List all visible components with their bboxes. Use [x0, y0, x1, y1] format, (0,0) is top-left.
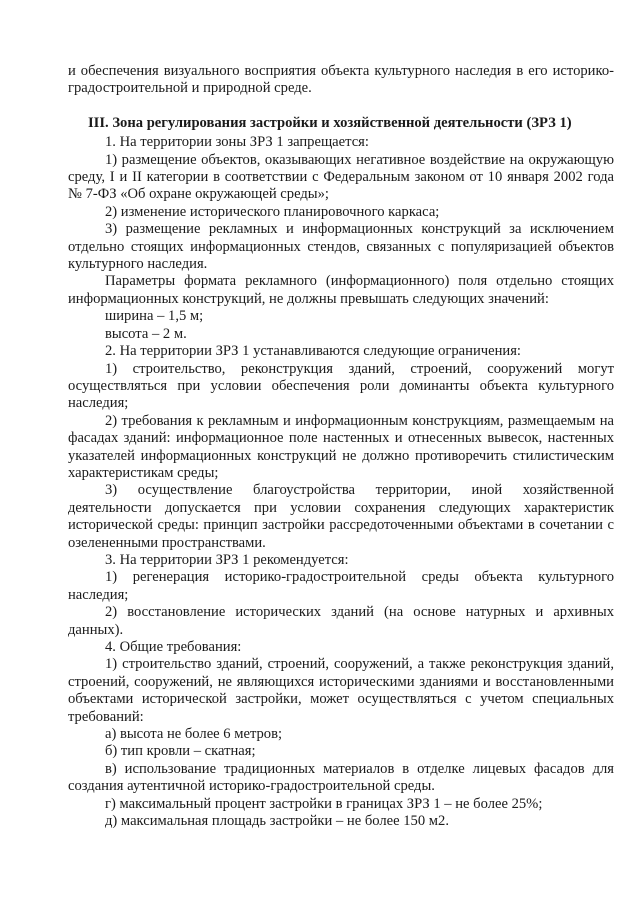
paragraph-2-2: 2) требования к рекламным и информационным конструкциям, размещаемым на фасадах зданий: информационное поле настенных и отнесенных вывесок, настенных указателей информационных конструкций не должно противоречить стилистическим характеристикам среды; [68, 412, 614, 481]
paragraph-1: 1. На территории зоны ЗРЗ 1 запрещается: [105, 134, 369, 151]
paragraph-3: 3. На территории ЗРЗ 1 рекомендуется: [105, 551, 349, 568]
paragraph-4-b: б) тип кровли – скатная; [105, 743, 256, 760]
paragraph-2-1: 1) строительство, реконструкция зданий, строений, сооружений могут осуществляться при условии обеспечения роли доминанты объекта культурного наследия; [68, 360, 614, 412]
intro-paragraph: и обеспечения визуального восприятия объекта культурного наследия в его историко-градостроительной и природной среде. [68, 63, 614, 97]
paragraph-1-1: 1) размещение объектов, оказывающих негативное воздействие на окружающую среду, I и II категории в соответствии с Федеральным законом от 10 января 2002 года № 7-ФЗ «Об охране окружающей среды»; [68, 151, 614, 203]
paragraph-4-1: 1) строительство зданий, строений, сооружений, а также реконструкция зданий, строений, сооружений, не являющихся историческими зданиями и восстановленными объектами исторической застройки, может осуществляться с учетом специальных требований: [68, 656, 614, 725]
paragraph-1-2: 2) изменение исторического планировочного каркаса; [105, 203, 440, 220]
paragraph-height: высота – 2 м. [105, 325, 187, 342]
document-body [68, 63, 614, 830]
paragraph-4-v: в) использование традиционных материалов в отделке лицевых фасадов для создания аутентичной историко-градостроительной среды. [68, 760, 614, 795]
paragraph-2: 2. На территории ЗРЗ 1 устанавливаются следующие ограничения: [105, 343, 521, 360]
paragraph-3-1: 1) регенерация историко-градостроительной среды объекта культурного наследия; [68, 569, 614, 603]
paragraph-4: 4. Общие требования: [105, 639, 242, 655]
paragraph-4-g: г) максимальный процент застройки в границах ЗРЗ 1 – не более 25%; [105, 795, 543, 812]
section-heading: III. Зона регулирования застройки и хозяйственной деятельности (ЗРЗ 1) [88, 114, 572, 131]
paragraph-4-a: а) высота не более 6 метров; [105, 726, 283, 743]
spacer [68, 98, 614, 115]
paragraph-width: ширина – 1,5 м; [105, 308, 204, 325]
paragraph-format: Параметры формата рекламного (информационного) поля отдельно стоящих информационных конструкций, не должны превышать следующих значений: [68, 273, 614, 307]
paragraph-4-d: д) максимальная площадь застройки – не более 150 м2. [105, 813, 449, 830]
paragraph-1-3: 3) размещение рекламных и информационных конструкций за исключением отдельно стоящих информационных стендов, связанных с популяризацией объектов культурного наследия. [68, 221, 614, 273]
paragraph-3-2: 2) восстановление исторических зданий (на основе натурных и архивных данных). [68, 604, 614, 638]
paragraph-2-3: 3) осуществление благоустройства территории, иной хозяйственной деятельности допускается при условии сохранения следующих характеристик исторической среды: принцип застройки рассредоточенными объектами в сочетании с озелененными пространствами. [68, 482, 614, 551]
